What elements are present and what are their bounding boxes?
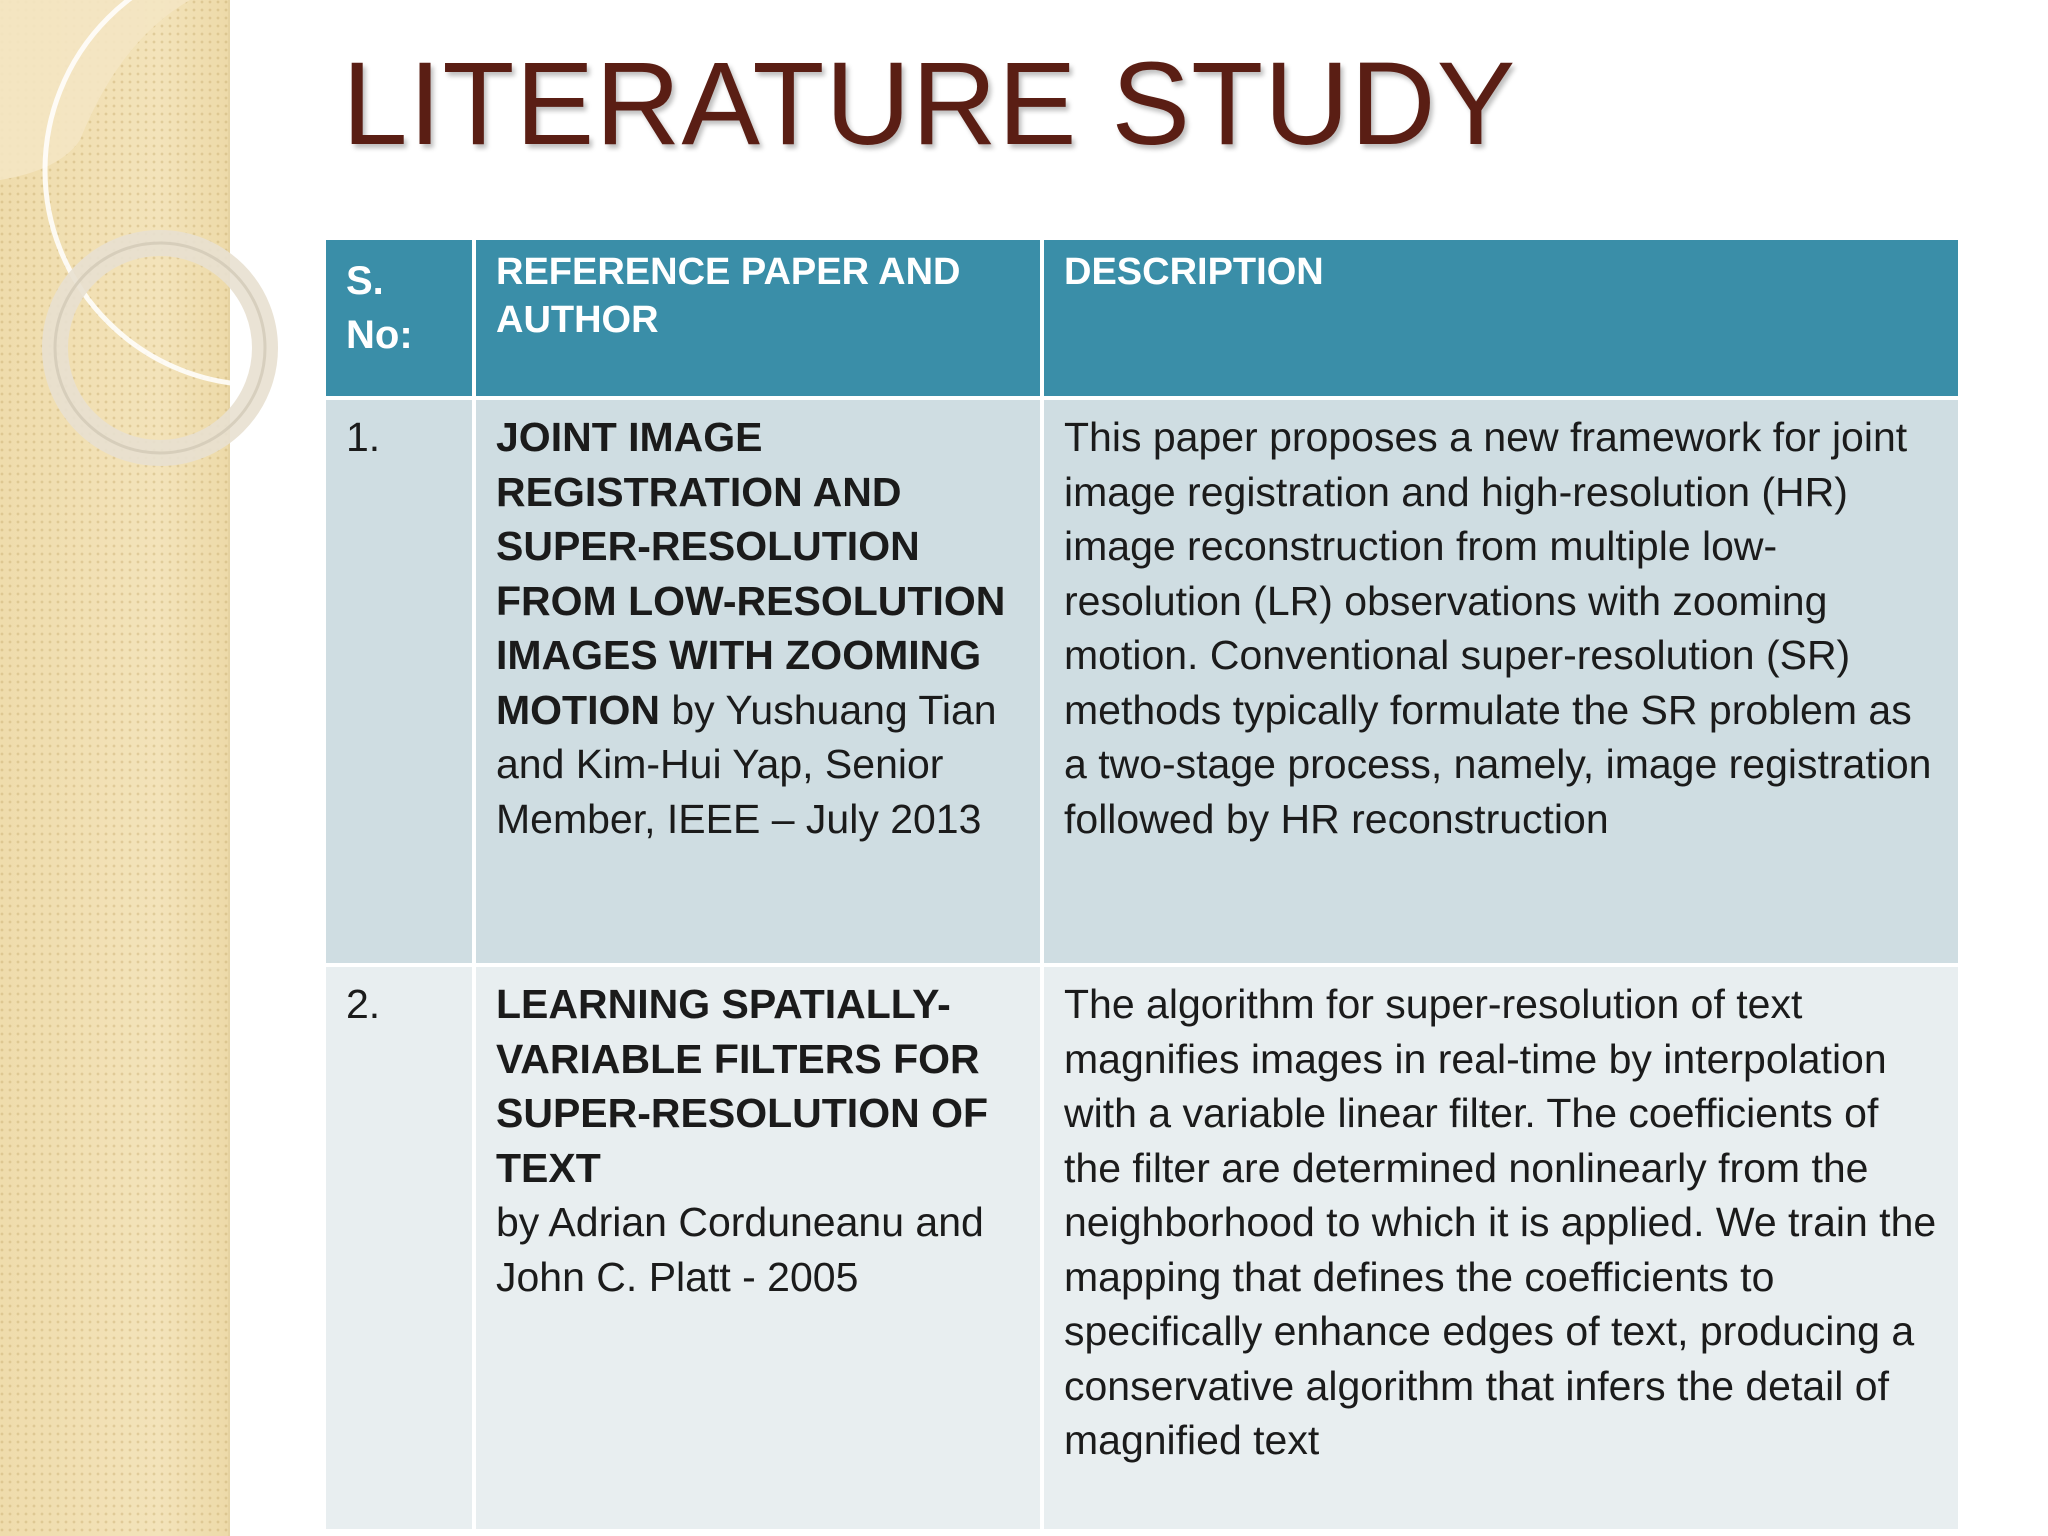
paper-title: JOINT IMAGE REGISTRATION AND SUPER-RESOLUTION FROM LOW-RESOLUTION IMAGES WITH ZOOMING MOTION bbox=[496, 414, 1006, 733]
cell-description: The algorithm for super-resolution of text magnifies images in real-time by interpolation with a variable linear filter. The coefficients of the filter are determined nonlinearly from the neighborhood to which it is applied. We train the mapping that defines the coefficients to specifically enhance edges of text, producing a conservative algorithm that infers the detail of magnified text bbox=[1042, 965, 1960, 1531]
cell-reference bbox=[474, 965, 1042, 1531]
description-line: This paper proposes a new framework for joint bbox=[1064, 414, 1908, 460]
decorative-sidebar bbox=[0, 0, 230, 1536]
cell-sno: 1. bbox=[324, 398, 474, 965]
cell-reference bbox=[474, 398, 1042, 965]
header-sno: S. No: bbox=[324, 238, 474, 398]
header-reference: REFERENCE PAPER AND AUTHOR bbox=[474, 238, 1042, 398]
literature-table bbox=[322, 236, 1962, 1533]
paper-title: LEARNING SPATIALLY-VARIABLE FILTERS FOR SUPER-RESOLUTION OF TEXT bbox=[496, 981, 989, 1191]
header-description: DESCRIPTION bbox=[1042, 238, 1960, 398]
cell-sno: 2. bbox=[324, 965, 474, 1531]
cell-description bbox=[1042, 398, 1960, 965]
table-header-row bbox=[324, 238, 1960, 398]
paper-authors: by Adrian Corduneanu and John C. Platt - 2005 bbox=[496, 1199, 984, 1300]
page-title: LITERATURE STUDY bbox=[342, 38, 1517, 170]
description-text: image registration and high-resolution (HR) image reconstruction from multiple low-resolution (LR) observations with zooming motion. Conventional super-resolution (SR) methods typically formulate the SR problem as a two-stage process, namely, image registration followed by HR reconstruction bbox=[1064, 468, 1932, 842]
table-row bbox=[324, 398, 1960, 965]
paper-authors: by Yushuang Tian and Kim-Hui Yap, Senior Member, IEEE – July 2013 bbox=[496, 686, 997, 842]
table-row bbox=[324, 965, 1960, 1531]
